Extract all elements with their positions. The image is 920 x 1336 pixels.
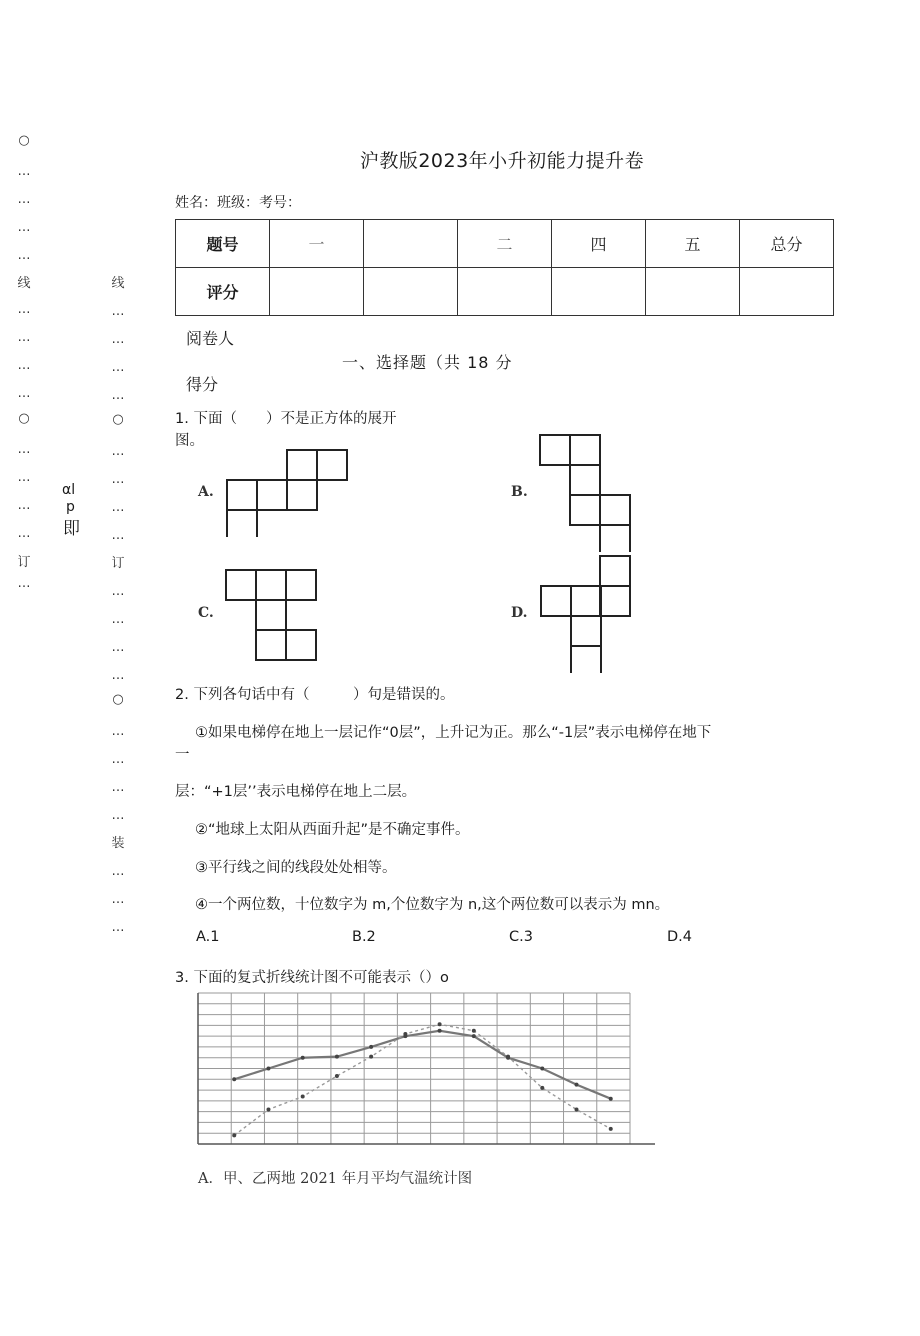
dots: … [17, 192, 31, 207]
student-info: 姓名：班级：考号： [175, 195, 301, 211]
dots: … [111, 584, 125, 599]
margin-inner-circle-1: ○ [112, 412, 124, 427]
dots: … [17, 330, 31, 345]
chart-point-dotted [609, 1127, 613, 1131]
page-title: 沪教版2023年小升初能力提升卷 [359, 150, 645, 172]
q2-statement-4: ④一个两位数，十位数字为 m,个位数字为 n,这个两位数可以表示为 mn。 [195, 897, 670, 913]
margin-outer-xian: 线 [17, 276, 31, 291]
dots: … [111, 780, 125, 795]
chart-point-solid [540, 1067, 544, 1071]
dots: … [17, 302, 31, 317]
dots: … [17, 164, 31, 179]
q1-stem-line2: 图。 [175, 433, 204, 449]
q2-statement-2: ②“地球上太阳从西面升起”是不确定事件。 [195, 822, 470, 838]
dots: … [111, 640, 125, 655]
dots: … [111, 724, 125, 739]
q2-stem: 2. 下列各句话中有（ ）句是错误的。 [175, 687, 455, 703]
dots: … [111, 920, 125, 935]
chart-series [232, 1022, 613, 1137]
margin-label-a: αl [62, 482, 76, 498]
dots: … [111, 304, 125, 319]
score-col-6: 总分 [740, 220, 834, 268]
dots: … [17, 220, 31, 235]
chart-point-dotted [232, 1133, 236, 1137]
section-title: 一、选择题（共 18 分 [342, 353, 513, 372]
chart-point-solid [609, 1097, 613, 1101]
score-col-4: 四 [552, 220, 646, 268]
score-row-label: 评分 [176, 268, 270, 316]
q1-option-d-label: D. [511, 605, 528, 621]
dots: … [111, 808, 125, 823]
chart-point-solid [266, 1067, 270, 1071]
dots: … [17, 526, 31, 541]
q3-stem: 3. 下面的复式折线统计图不可能表示（）o [175, 970, 449, 986]
chart-point-dotted [506, 1055, 510, 1059]
score-col-0: 题号 [176, 220, 270, 268]
dots: … [17, 470, 31, 485]
q2-statement-1-line2: 一 [175, 747, 190, 763]
dots: … [111, 892, 125, 907]
chart-point-solid [232, 1077, 236, 1081]
dots: … [111, 752, 125, 767]
dots: … [111, 360, 125, 375]
score-col-3: 二 [458, 220, 552, 268]
dots: … [111, 612, 125, 627]
dots: … [17, 248, 31, 263]
margin-inner-circle-2: ○ [112, 692, 124, 707]
q1-option-b-label: B. [511, 484, 528, 500]
q2-choice-b[interactable]: B.2 [352, 929, 376, 945]
margin-inner-zhuang: 装 [111, 836, 125, 851]
chart-point-dotted [540, 1086, 544, 1090]
chart-point-dotted [575, 1107, 579, 1111]
q3-option-a[interactable]: A．甲、乙两地 2021 年月平均气温统计图 [198, 1171, 473, 1187]
chart-point-dotted [335, 1074, 339, 1078]
q2-choice-c[interactable]: C.3 [509, 929, 533, 945]
chart-series-line-dotted [234, 1024, 611, 1135]
chart-point-solid [472, 1034, 476, 1038]
q1-stem-line1: 1. 下面（ ）不是正方体的展开 [175, 411, 397, 427]
margin-inner-xian: 线 [111, 276, 125, 291]
dots: … [111, 332, 125, 347]
dots: … [17, 498, 31, 513]
chart-point-solid [335, 1055, 339, 1059]
q2-statement-1-line1: ①如果电梯停在地上一层记作“0层”，上升记为正。那么“-1层”表示电梯停在地下 [195, 725, 712, 741]
margin-outer-circle-1: ○ [18, 133, 30, 148]
dots: … [17, 358, 31, 373]
chart-point-dotted [266, 1107, 270, 1111]
q2-statement-1-line3: 层：“+1层’’表示电梯停在地上二层。 [175, 784, 417, 800]
chart-point-dotted [369, 1055, 373, 1059]
q2-choice-a[interactable]: A.1 [196, 929, 220, 945]
chart-point-solid [438, 1029, 442, 1033]
chart-point-solid [575, 1083, 579, 1087]
chart-point-dotted [403, 1032, 407, 1036]
margin-outer-ding: 订 [17, 555, 31, 570]
margin-outer-dots-4: … [17, 576, 31, 591]
chart-series-line-solid [234, 1031, 611, 1099]
chart-point-solid [301, 1056, 305, 1060]
margin-label-b: p [66, 499, 75, 515]
dots: … [17, 442, 31, 457]
score-label: 得分 [186, 375, 219, 394]
dots: … [111, 472, 125, 487]
margin-inner-ding: 订 [111, 556, 125, 571]
q2-statement-3: ③平行线之间的线段处处相等。 [195, 860, 397, 876]
chart-point-dotted [438, 1022, 442, 1026]
chart-point-solid [369, 1045, 373, 1049]
score-col-5: 五 [646, 220, 740, 268]
score-col-1: 一 [270, 220, 364, 268]
chart-point-dotted [472, 1029, 476, 1033]
dots: … [111, 388, 125, 403]
q1-option-a-label: A. [198, 484, 214, 500]
margin-outer-circle-2: ○ [18, 411, 30, 426]
dots: … [111, 864, 125, 879]
q2-choice-d[interactable]: D.4 [667, 929, 692, 945]
chart-point-dotted [301, 1095, 305, 1099]
margin-label-c: 即 [63, 519, 80, 539]
dots: … [111, 444, 125, 459]
q1-option-c-label: C. [198, 605, 214, 621]
dots: … [111, 528, 125, 543]
dots: … [111, 668, 125, 683]
reviewer-label: 阅卷人 [186, 329, 235, 348]
dots: … [111, 500, 125, 515]
dots: … [17, 386, 31, 401]
